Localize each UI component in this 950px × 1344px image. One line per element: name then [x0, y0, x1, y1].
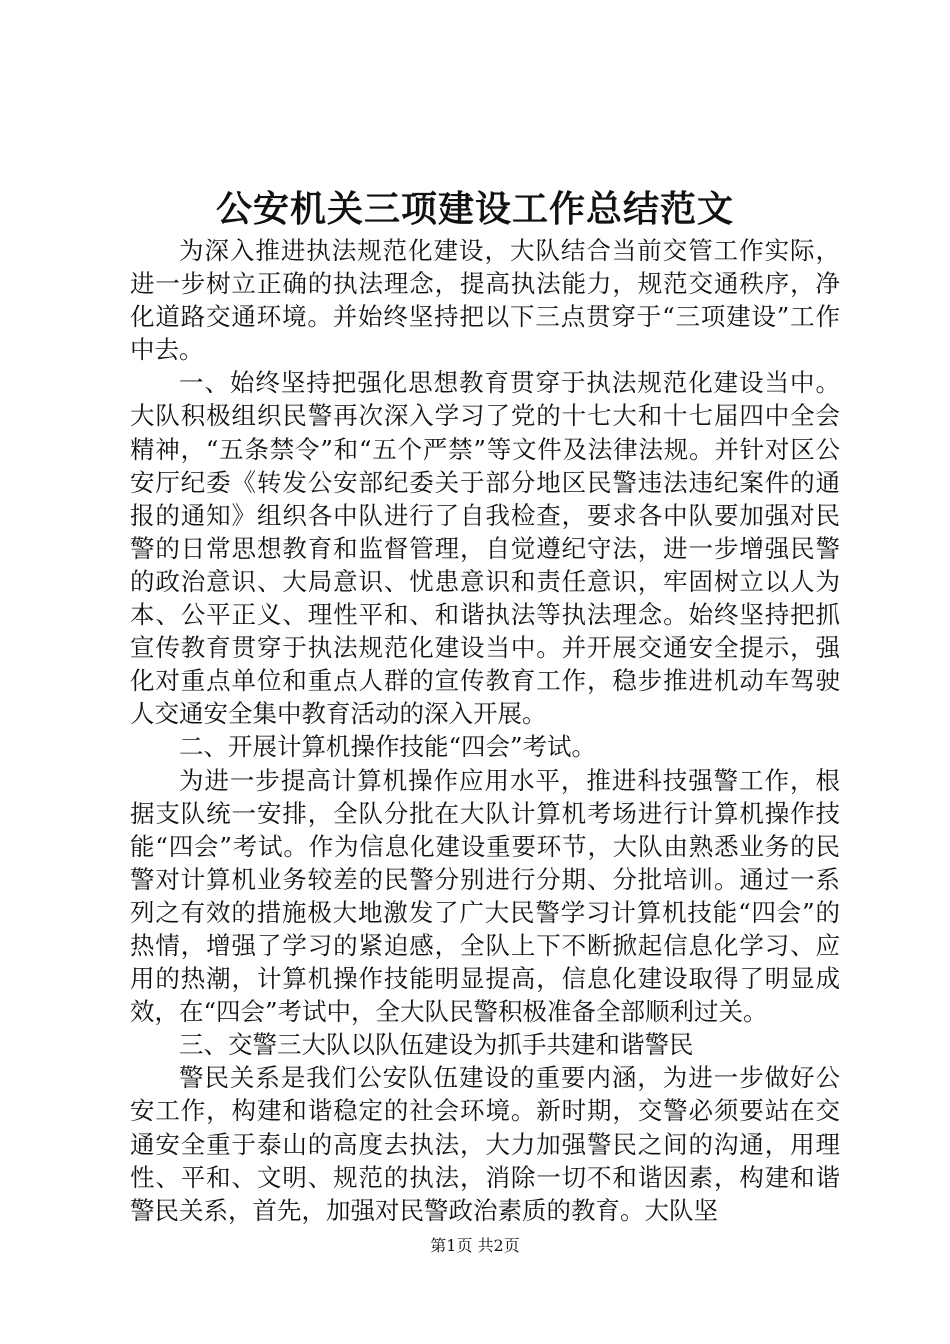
paragraph-section-2: 为进一步提高计算机操作应用水平，推进科技强警工作，根据支队统一安排，全队分批在大队计算机考场进行计算机操作技能“四会”考试。作为信息化建设重要环节，大队由熟悉业务的民警对计算机业务较差的民警分别进行分期、分批培训。通过一系列之有效的措施极大地激发了广大民警学习计算机技能“四会”的热情，增强了学习的紧迫感，全队上下不断掀起信息化学习、应用的热潮，计算机操作技能明显提高，信息化建设取得了明显成效，在“四会”考试中，全大队民警积极准备全部顺利过关。	[130, 765, 840, 1027]
heading-section-2: 二、开展计算机操作技能“四会”考试。	[179, 732, 597, 762]
document-body	[130, 234, 840, 1227]
page-number-footer: 第1页 共2页	[430, 1236, 520, 1255]
heading-section-3: 三、交警三大队以队伍建设为抓手共建和谐警民	[179, 1030, 694, 1060]
paragraph-intro: 为深入推进执法规范化建设，大队结合当前交管工作实际，进一步树立正确的执法理念，提高执法能力，规范交通秩序，净化道路交通环境。并始终坚持把以下三点贯穿于“三项建设”工作中去。	[130, 236, 840, 365]
paragraph-section-1: 一、始终坚持把强化思想教育贯穿于执法规范化建设当中。大队积极组织民警再次深入学习了党的十七大和十七届四中全会精神，“五条禁令”和“五个严禁”等文件及法律法规。并针对区公安厅纪委《转发公安部纪委关于部分地区民警违法违纪案件的通报的通知》组织各中队进行了自我检查，要求各中队要加强对民警的日常思想教育和监督管理，自觉遵纪守法，进一步增强民警的政治意识、大局意识、忧患意识和责任意识，牢固树立以人为本、公平正义、理性平和、和谐执法等执法理念。始终坚持把抓宣传教育贯穿于执法规范化建设当中。并开展交通安全提示，强化对重点单位和重点人群的宣传教育工作，稳步推进机动车驾驶人交通安全集中教育活动的深入开展。	[130, 368, 840, 729]
paragraph-section-3: 警民关系是我们公安队伍建设的重要内涵，为进一步做好公安工作，构建和谐稳定的社会环境。新时期，交警必须要站在交通安全重于泰山的高度去执法，大力加强警民之间的沟通，用理性、平和、文明、规范的执法，消除一切不和谐因素，构建和谐警民关系，首先，加强对民警政治素质的教育。大队坚	[130, 1063, 840, 1225]
document-title: 公安机关三项建设工作总结范文	[215, 188, 734, 230]
